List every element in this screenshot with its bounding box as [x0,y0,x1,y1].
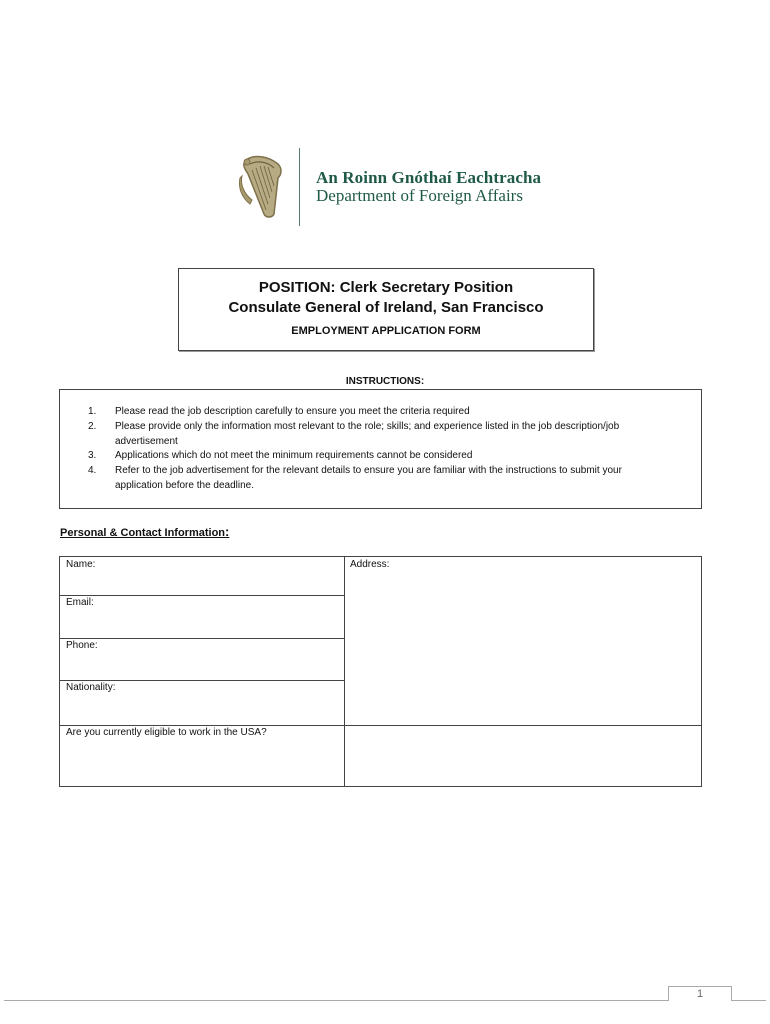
email-label: Email: [66,597,94,608]
instructions-box [59,389,702,509]
instruction-text: Please provide only the information most relevant to the role; skills; and experience listed in the job description/job advertisement [115,420,620,447]
position-title: POSITION: Clerk Secretary Position [258,279,514,296]
dept-name-irish: An Roinn Gnóthaí Eachtracha [316,168,542,187]
address-field[interactable] [344,557,701,725]
address-label: Address: [350,559,390,570]
email-field[interactable] [60,595,344,638]
instruction-item [88,405,668,420]
instructions-list [88,405,668,494]
footer-rule [4,1000,766,1001]
instruction-number: 3. [88,450,97,462]
section-heading-text: Personal & Contact Information [60,527,226,539]
eligibility-label: Are you currently eligible to work in the USA? [66,727,267,738]
consulate-name: Consulate General of Ireland, San Francisco [228,299,544,316]
instruction-item [88,449,668,464]
department-logo [238,148,542,228]
position-box [178,268,594,351]
nationality-label: Nationality: [66,682,116,693]
eligibility-answer-field[interactable] [344,725,701,786]
section-heading [60,524,229,539]
instructions-heading: INSTRUCTIONS: [345,376,425,387]
instruction-item [88,464,668,494]
section-heading-colon: : [225,524,230,539]
eligibility-question [60,725,344,786]
instruction-number: 4. [88,465,97,477]
name-field[interactable] [60,557,344,595]
instruction-text: Refer to the job advertisement for the relevant details to ensure you are familiar with the instructions to submit your application before the deadline. [115,465,622,491]
instruction-number: 2. [88,420,97,432]
harp-icon [238,154,284,220]
instruction-number: 1. [88,406,97,417]
phone-label: Phone: [66,640,98,651]
instruction-text: Applications which do not meet the minimum requirements cannot be considered [115,450,473,462]
dept-name-english: Department of Foreign Affairs [316,186,523,205]
instruction-item [88,420,668,450]
nationality-field[interactable] [60,680,344,725]
name-label: Name: [66,559,96,570]
form-name: EMPLOYMENT APPLICATION FORM [291,325,481,337]
phone-field[interactable] [60,638,344,680]
instruction-text: Please read the job description carefully to ensure you meet the criteria required [115,406,470,417]
contact-form-table [59,556,702,787]
page-number: 1 [668,986,732,1001]
logo-divider [299,148,300,226]
